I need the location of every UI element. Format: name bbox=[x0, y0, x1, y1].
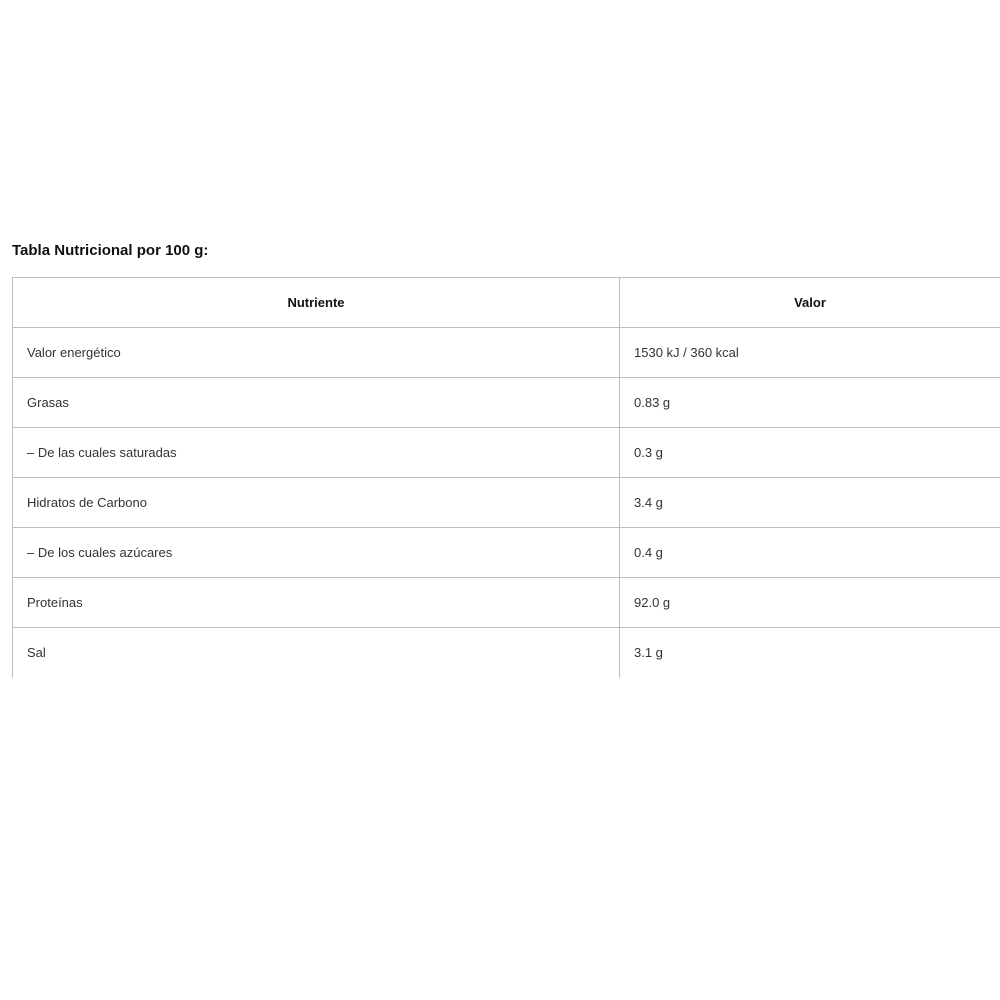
table-row bbox=[13, 478, 1000, 528]
nutrient-cell: Valor energético bbox=[13, 328, 620, 378]
header-value: Valor bbox=[620, 278, 1000, 328]
value-cell: 92.0 g bbox=[620, 578, 1000, 628]
nutrient-cell: Sal bbox=[13, 628, 620, 678]
table-row bbox=[13, 528, 1000, 578]
value-cell: 3.4 g bbox=[620, 478, 1000, 528]
nutrient-cell: Proteínas bbox=[13, 578, 620, 628]
nutrition-table bbox=[12, 277, 1000, 678]
nutrient-cell: Grasas bbox=[13, 378, 620, 428]
table-row bbox=[13, 378, 1000, 428]
nutrient-cell: – De los cuales azúcares bbox=[13, 528, 620, 578]
nutrient-cell: Hidratos de Carbono bbox=[13, 478, 620, 528]
nutrient-cell: – De las cuales saturadas bbox=[13, 428, 620, 478]
table-row bbox=[13, 578, 1000, 628]
page-title: Tabla Nutricional por 100 g: bbox=[12, 242, 209, 259]
nutrition-table-container bbox=[12, 277, 1000, 678]
value-cell: 1530 kJ / 360 kcal bbox=[620, 328, 1000, 378]
table-header-row bbox=[13, 278, 1000, 328]
value-cell: 0.83 g bbox=[620, 378, 1000, 428]
header-nutrient: Nutriente bbox=[13, 278, 620, 328]
table-row bbox=[13, 428, 1000, 478]
table-row bbox=[13, 628, 1000, 678]
value-cell: 0.4 g bbox=[620, 528, 1000, 578]
table-row bbox=[13, 328, 1000, 378]
value-cell: 0.3 g bbox=[620, 428, 1000, 478]
value-cell: 3.1 g bbox=[620, 628, 1000, 678]
